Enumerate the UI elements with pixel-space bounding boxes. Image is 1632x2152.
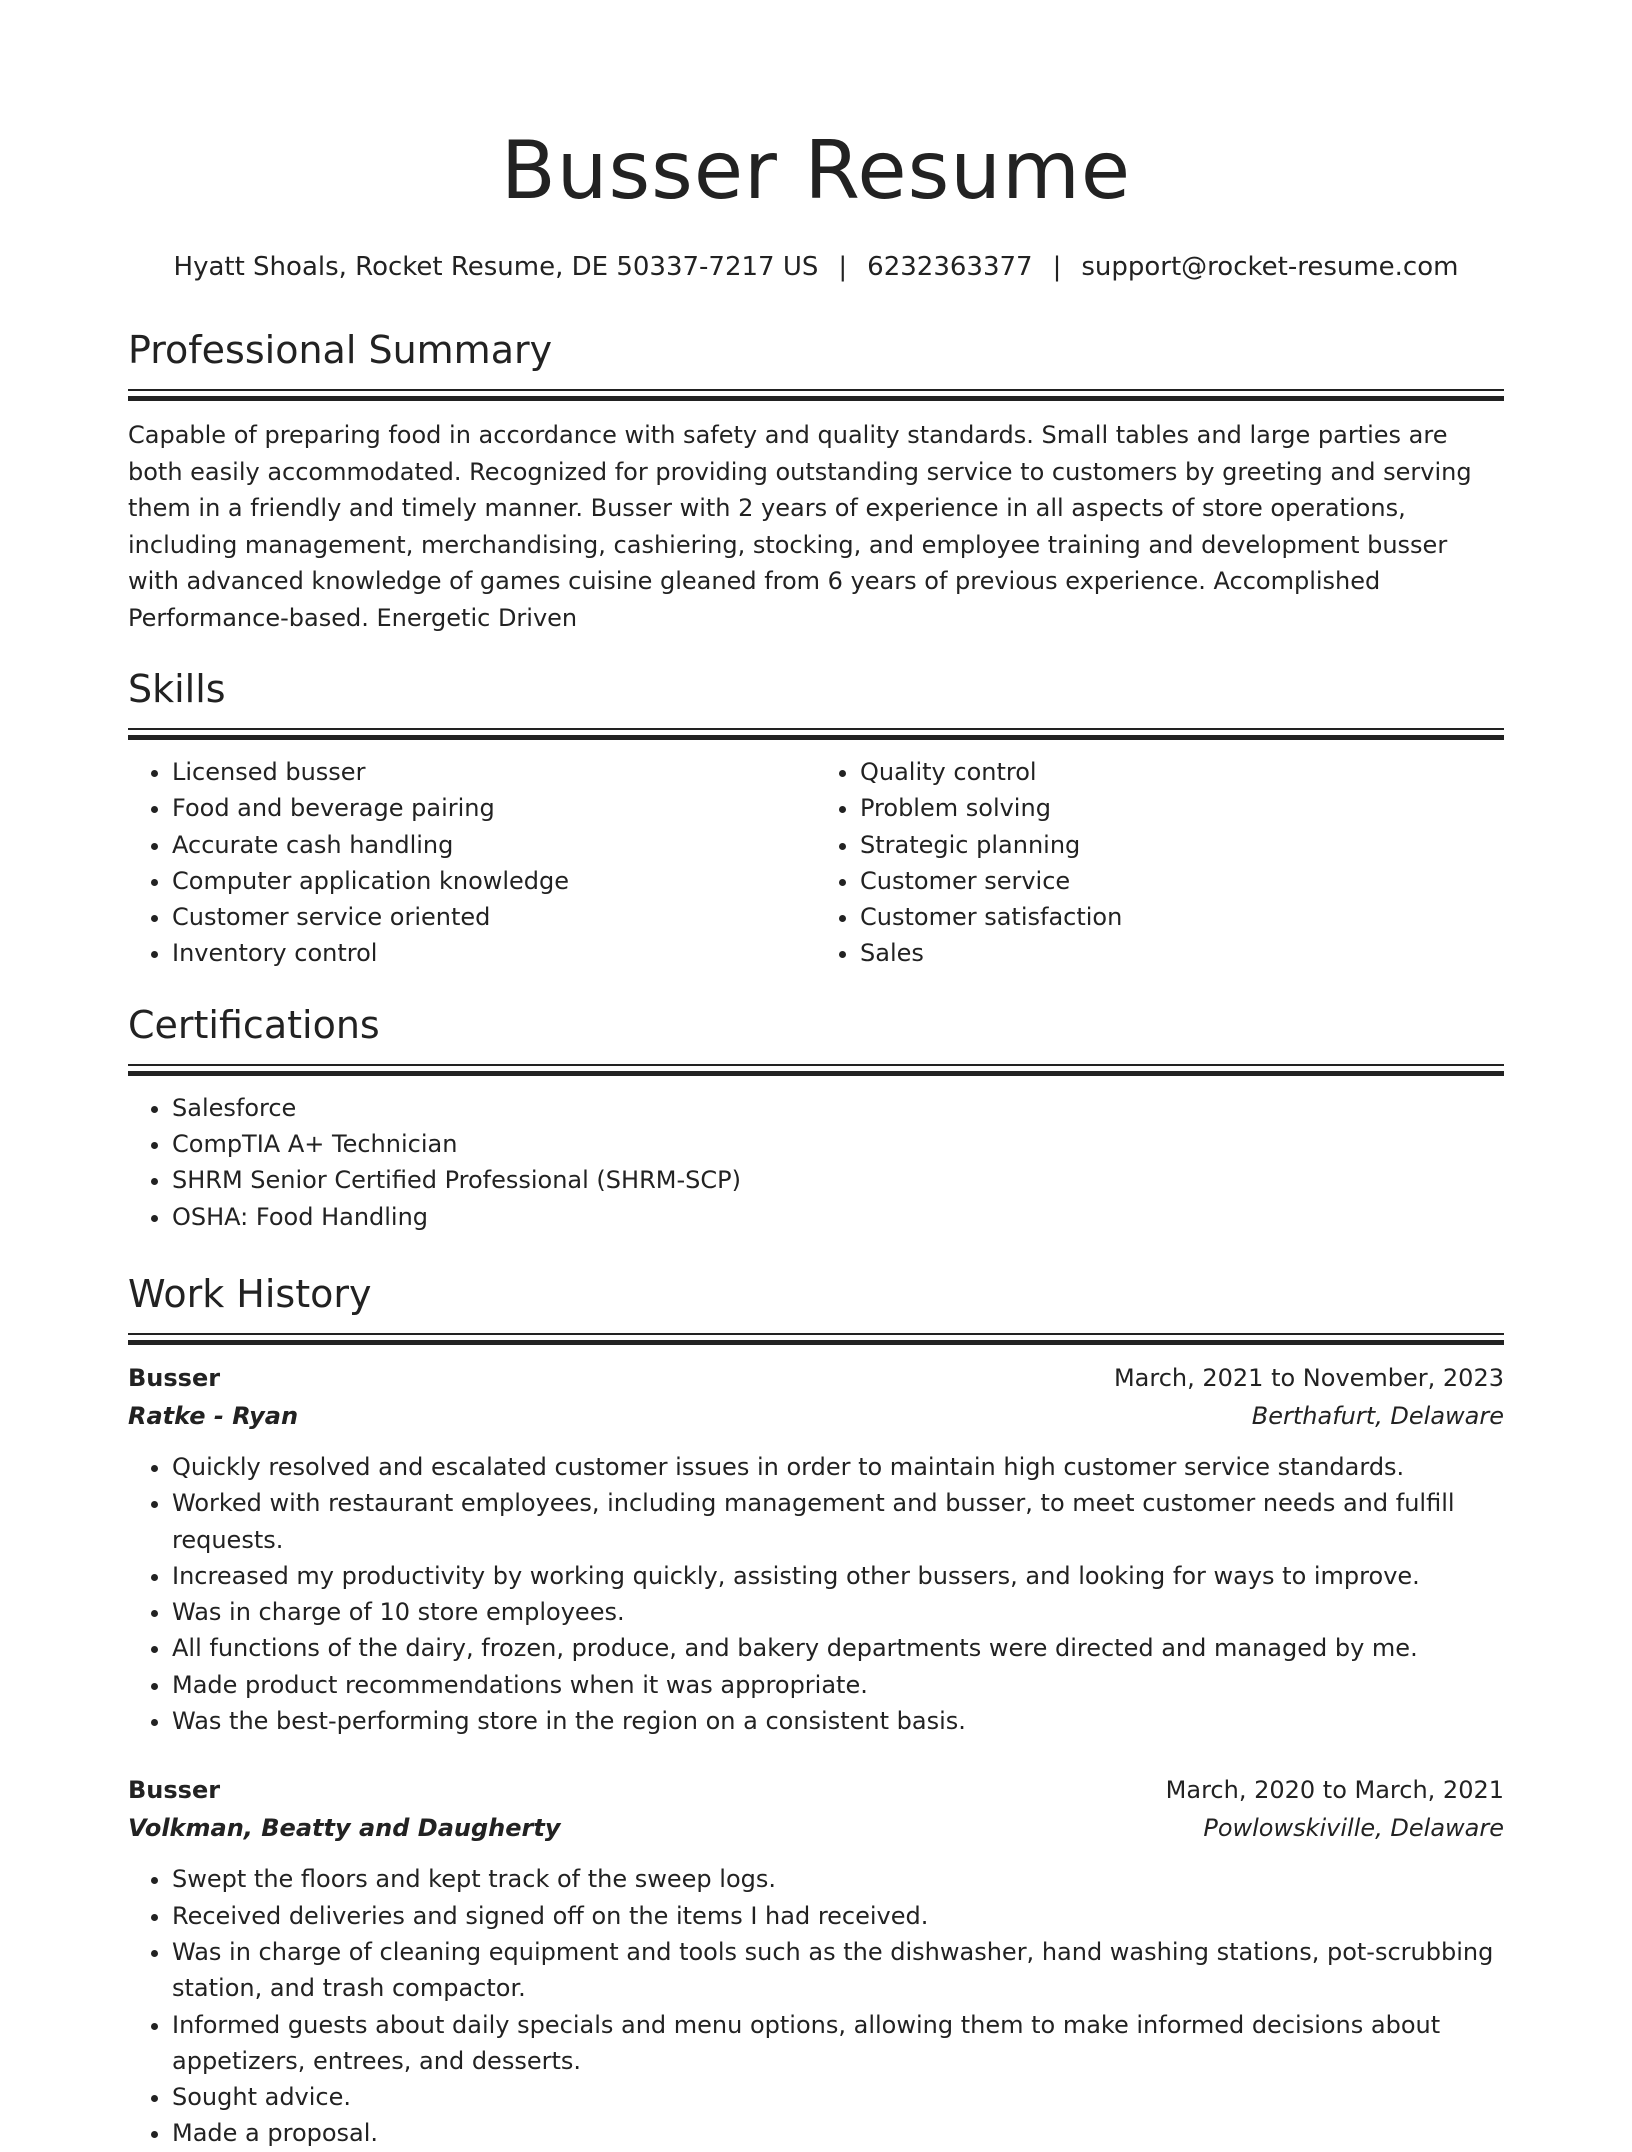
job-bullet: • Made product recommendations when it was appropriate. <box>172 1667 1504 1703</box>
skill-item: • Computer application knowledge <box>172 863 816 899</box>
job-company: Volkman, Beatty and Daugherty <box>128 1814 561 1843</box>
job-bullet: • Was in charge of 10 store employees. <box>172 1594 1504 1630</box>
job-bullet: • Quickly resolved and escalated customer issues in order to maintain high customer service standards. <box>172 1449 1504 1485</box>
job-role: Busser <box>128 1776 221 1805</box>
skill-item: • Strategic planning <box>860 827 1504 863</box>
summary-heading: Professional Summary <box>128 328 553 372</box>
skill-item: • Accurate cash handling <box>172 827 816 863</box>
job-company: Ratke - Ryan <box>128 1401 299 1430</box>
certifications-heading: Certifications <box>128 1002 380 1047</box>
job-bullet: • Swept the floors and kept track of the sweep logs. <box>172 1861 1504 1897</box>
skills-section <box>128 664 1504 972</box>
skill-item: • Inventory control <box>172 935 816 971</box>
contact-address: Hyatt Shoals, Rocket Resume, DE 50337-7217 US <box>173 252 819 282</box>
resume-title: Busser Resume <box>500 124 1132 217</box>
summary-text: Capable of preparing food in accordance with safety and quality standards. Small tables and large parties are both easily accommodated. Recognized for providing outstanding service to customers by greeting and serving them in a friendly and timely manner. Busser with 2 years of experience in all aspects of store operations, including management, merchandising, cashiering, stocking, and employee training and development busser with advanced knowledge of games cuisine gleaned from 6 years of previous experience. Accomplished Performance-based. Energetic Driven <box>128 421 1472 632</box>
job-bullet: • Received deliveries and signed off on the items I had received. <box>172 1898 1504 1934</box>
contact-phone: 6232363377 <box>867 252 1033 282</box>
job-bullet: • Made a proposal. <box>172 2115 1504 2151</box>
job-bullet: • Informed guests about daily specials and menu options, allowing them to make informed decisions about appetizers, entrees, and desserts. <box>172 2007 1504 2080</box>
job-bullet: • Was in charge of cleaning equipment and tools such as the dishwasher, hand washing stations, pot-scrubbing station, and trash compactor. <box>172 1934 1504 2007</box>
job-bullets <box>128 1861 1504 2151</box>
job-location: Powlowskiville, Delaware <box>1203 1814 1504 1843</box>
job-subheader <box>128 1397 1504 1435</box>
skills-list-left <box>128 754 816 972</box>
certifications-list <box>128 1090 1504 1235</box>
skill-item: • Sales <box>860 935 1504 971</box>
skill-item: • Quality control <box>860 754 1504 790</box>
certifications-section <box>128 1000 1504 1235</box>
job-entry <box>128 1359 1504 1739</box>
section-divider <box>128 1064 1504 1076</box>
work-history-heading: Work History <box>128 1271 372 1316</box>
job-dates: March, 2020 to March, 2021 <box>1165 1776 1504 1805</box>
skills-list-right <box>816 754 1504 972</box>
skill-item: • Customer service <box>860 863 1504 899</box>
certification-item: • SHRM Senior Certified Professional (SHRM-SCP) <box>172 1162 1504 1198</box>
job-bullet: • All functions of the dairy, frozen, produce, and bakery departments were directed and managed by me. <box>172 1630 1504 1666</box>
skill-item: • Food and beverage pairing <box>172 790 816 826</box>
job-bullet: • Increased my productivity by working quickly, assisting other bussers, and looking for ways to improve. <box>172 1558 1504 1594</box>
certification-item: • CompTIA A+ Technician <box>172 1126 1504 1162</box>
job-bullet: • Worked with restaurant employees, including management and busser, to meet customer needs and fulfill requests. <box>172 1485 1504 1558</box>
section-divider <box>128 389 1504 401</box>
job-header <box>128 1359 1504 1397</box>
skill-item: • Licensed busser <box>172 754 816 790</box>
job-bullet: • Was the best-performing store in the region on a consistent basis. <box>172 1703 1504 1739</box>
skills-heading: Skills <box>128 667 226 711</box>
job-bullet: • Sought advice. <box>172 2079 1504 2115</box>
job-role: Busser <box>128 1363 221 1392</box>
section-divider <box>128 728 1504 740</box>
contact-separator: | <box>838 252 848 282</box>
job-entry <box>128 1771 1504 2151</box>
summary-section <box>128 325 1504 636</box>
job-subheader <box>128 1809 1504 1847</box>
skill-item: • Customer satisfaction <box>860 899 1504 935</box>
work-history-section <box>128 1269 1504 2152</box>
job-dates: March, 2021 to November, 2023 <box>1113 1363 1504 1392</box>
job-bullets <box>128 1449 1504 1739</box>
certification-item: • Salesforce <box>172 1090 1504 1126</box>
skill-item: • Customer service oriented <box>172 899 816 935</box>
contact-email[interactable]: support@rocket-resume.com <box>1081 252 1459 282</box>
job-header <box>128 1771 1504 1809</box>
contact-separator: | <box>1052 252 1062 282</box>
certification-item: • OSHA: Food Handling <box>172 1199 1504 1235</box>
section-divider <box>128 1333 1504 1345</box>
job-location: Berthafurt, Delaware <box>1251 1401 1504 1430</box>
skills-grid <box>128 754 1504 972</box>
contact-line <box>128 249 1504 285</box>
skill-item: • Problem solving <box>860 790 1504 826</box>
